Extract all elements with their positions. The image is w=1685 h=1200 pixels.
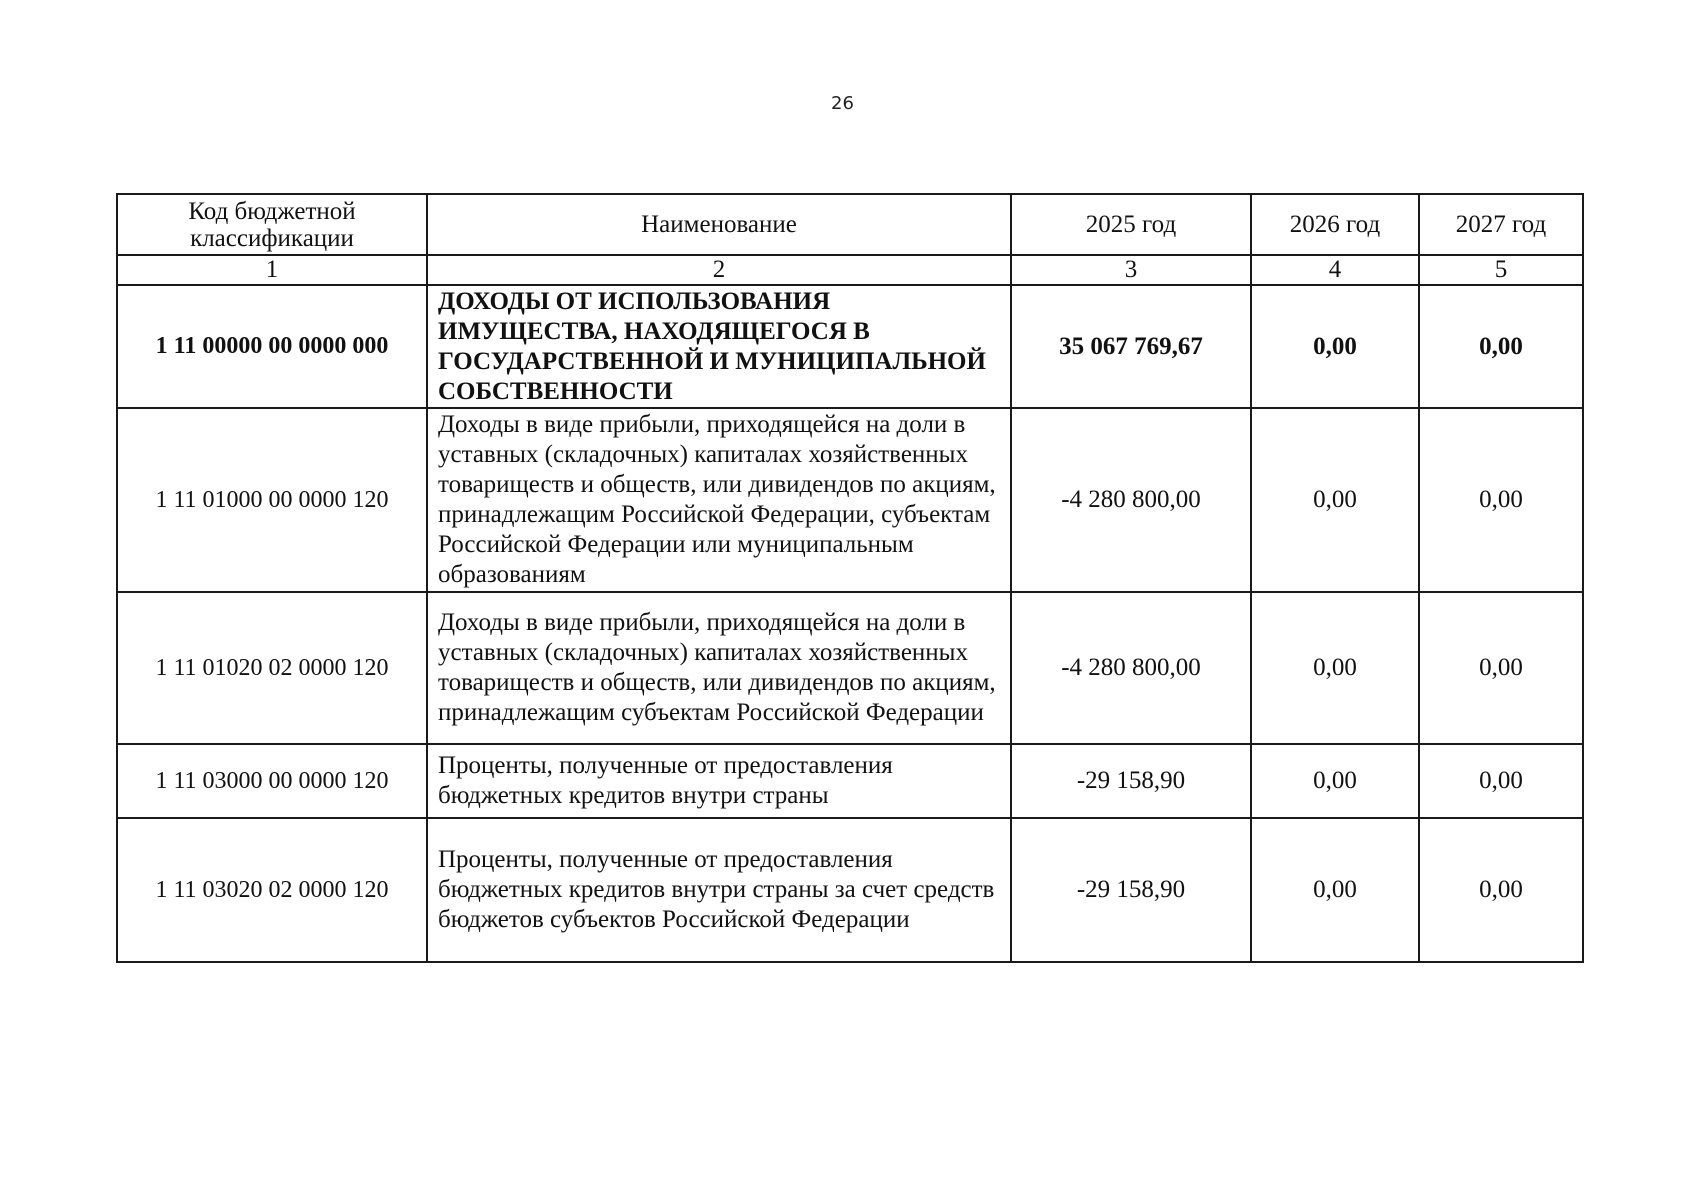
row-value-2025: -4 280 800,00 (1011, 592, 1251, 744)
row-value-2026: 0,00 (1251, 818, 1419, 962)
row-value-2025: -29 158,90 (1011, 744, 1251, 818)
column-number: 5 (1419, 255, 1583, 285)
row-value-2027: 0,00 (1419, 744, 1583, 818)
row-code: 1 11 03020 02 0000 120 (117, 818, 427, 962)
table-row (117, 408, 1583, 592)
column-number: 3 (1011, 255, 1251, 285)
table-header-row (117, 194, 1583, 255)
row-code: 1 11 03000 00 0000 120 (117, 744, 427, 818)
row-value-2026: 0,00 (1251, 285, 1419, 408)
table-row (117, 285, 1583, 408)
row-value-2027: 0,00 (1419, 408, 1583, 592)
column-number: 2 (427, 255, 1011, 285)
header-2026: 2026 год (1251, 194, 1419, 255)
row-value-2025: -4 280 800,00 (1011, 408, 1251, 592)
row-value-2026: 0,00 (1251, 744, 1419, 818)
column-number: 1 (117, 255, 427, 285)
row-name: Проценты, полученные от предоставления бюджетных кредитов внутри страны (427, 744, 1011, 818)
header-2025: 2025 год (1011, 194, 1251, 255)
page-number: 26 (831, 93, 854, 114)
table-row (117, 744, 1583, 818)
row-value-2026: 0,00 (1251, 408, 1419, 592)
table-row (117, 592, 1583, 744)
row-value-2027: 0,00 (1419, 285, 1583, 408)
row-name: Доходы в виде прибыли, приходящейся на доли в уставных (складочных) капиталах хозяйственных товариществ и обществ, или дивидендов по акциям, принадлежащим Российской Федерации, субъектам Российской Федерации или муниципальным образованиям (427, 408, 1011, 592)
row-value-2027: 0,00 (1419, 818, 1583, 962)
column-number: 4 (1251, 255, 1419, 285)
header-name: Наименование (427, 194, 1011, 255)
row-code: 1 11 00000 00 0000 000 (117, 285, 427, 408)
row-value-2025: 35 067 769,67 (1011, 285, 1251, 408)
row-value-2026: 0,00 (1251, 592, 1419, 744)
header-2027: 2027 год (1419, 194, 1583, 255)
header-code: Код бюджетной классификации (117, 194, 427, 255)
row-value-2027: 0,00 (1419, 592, 1583, 744)
row-code: 1 11 01000 00 0000 120 (117, 408, 427, 592)
row-name: Доходы в виде прибыли, приходящейся на доли в уставных (складочных) капиталах хозяйственных товариществ и обществ, или дивидендов по акциям, принадлежащим субъектам Российской Федерации (427, 592, 1011, 744)
row-name: Проценты, полученные от предоставления бюджетных кредитов внутри страны за счет средств бюджетов субъектов Российской Федерации (427, 818, 1011, 962)
row-code: 1 11 01020 02 0000 120 (117, 592, 427, 744)
row-name: ДОХОДЫ ОТ ИСПОЛЬЗОВАНИЯ ИМУЩЕСТВА, НАХОДЯЩЕГОСЯ В ГОСУДАРСТВЕННОЙ И МУНИЦИПАЛЬНОЙ СОБСТВЕННОСТИ (427, 285, 1011, 408)
table-row (117, 818, 1583, 962)
row-value-2025: -29 158,90 (1011, 818, 1251, 962)
budget-classification-table (116, 193, 1584, 963)
column-number-row (117, 255, 1583, 285)
